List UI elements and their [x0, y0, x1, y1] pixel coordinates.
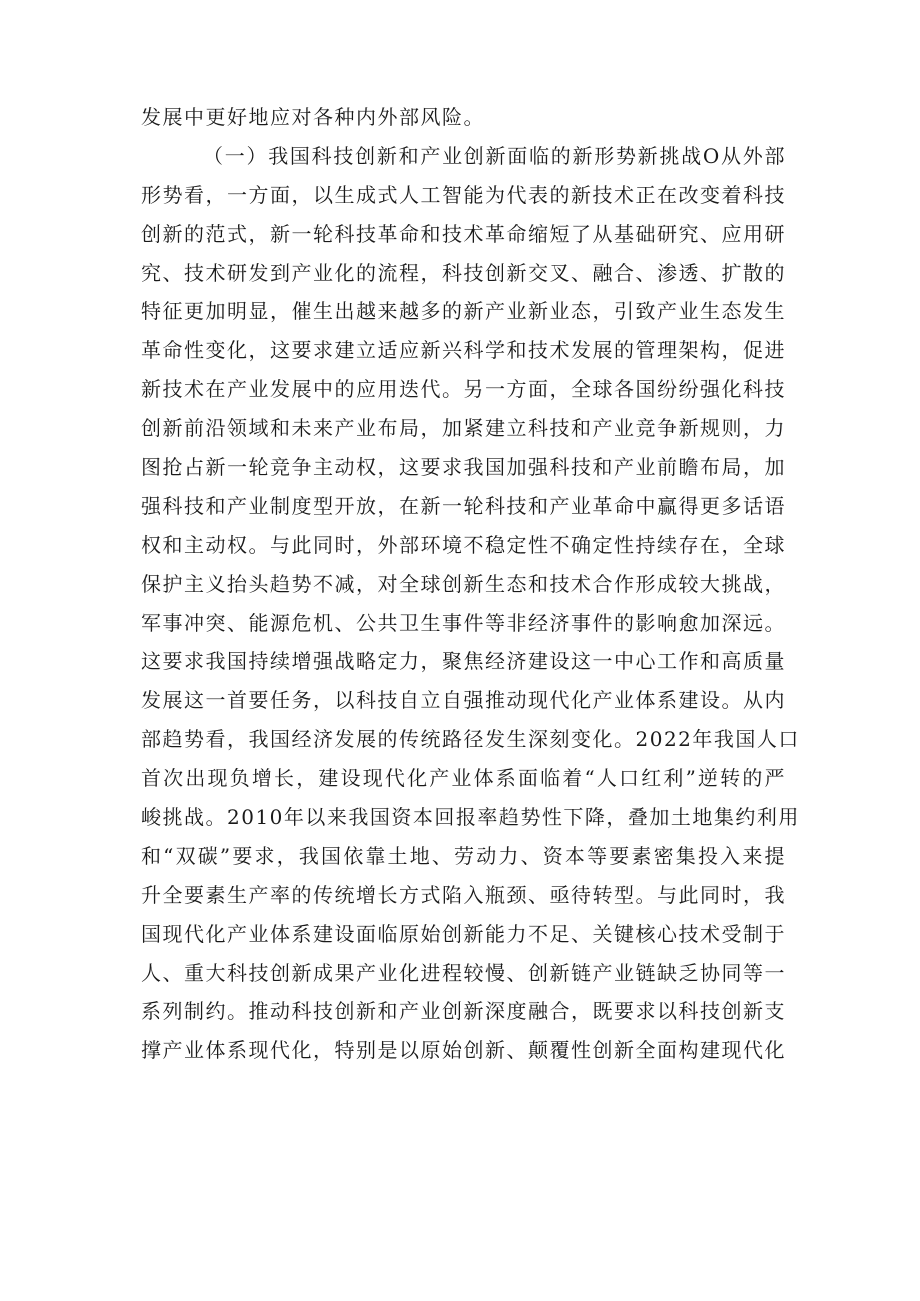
text-line: 发展这一首要任务，以科技自立自强推动现代化产业体系建设。从内 [141, 688, 786, 713]
text-line: 升全要素生产率的传统增长方式陷入瓶颈、亟待转型。与此同时，我 [141, 882, 786, 907]
text-line: 图抢占新一轮竞争主动权，这要求我国加强科技和产业前瞻布局，加 [141, 455, 786, 480]
section-heading-line: （一）我国科技创新和产业创新面临的新形势新挑战O从外部 [203, 143, 786, 168]
text-line: 究、技术研发到产业化的流程，科技创新交叉、融合、渗透、扩散的 [141, 260, 786, 285]
text-line: 创新前沿领域和未来产业布局，加紧建立科技和产业竞争新规则，力 [141, 416, 786, 441]
text-line: 权和主动权。与此同时，外部环境不稳定性不确定性持续存在，全球 [141, 532, 786, 557]
text-line: 保护主义抬头趋势不减，对全球创新生态和技术合作形成较大挑战， [141, 571, 786, 596]
text-line: 部趋势看，我国经济发展的传统路径发生深刻变化。2022年我国人口 [141, 727, 800, 752]
text-line: 这要求我国持续增强战略定力，聚焦经济建设这一中心工作和高质量 [141, 649, 786, 674]
text-line: 发展中更好地应对各种内外部风险。 [141, 105, 485, 129]
text-line: 创新的范式，新一轮科技革命和技术革命缩短了从基础研究、应用研 [141, 221, 786, 246]
text-line: 革命性变化，这要求建立适应新兴科学和技术发展的管理架构，促进 [141, 338, 786, 363]
text-line: 强科技和产业制度型开放，在新一轮科技和产业革命中赢得更多话语 [141, 493, 786, 518]
text-line: 峻挑战。2010年以来我国资本回报率趋势性下降，叠加土地集约利用 [141, 805, 800, 830]
document-body-text [141, 98, 800, 1070]
text-line: 人、重大科技创新成果产业化进程较慢、创新链产业链缺乏协同等一 [141, 960, 786, 985]
text-line: 国现代化产业体系建设面临原始创新能力不足、关键核心技术受制于 [141, 921, 786, 946]
text-line: 特征更加明显，催生出越来越多的新产业新业态，引致产业生态发生 [141, 299, 786, 324]
text-line: 新技术在产业发展中的应用迭代。另一方面，全球各国纷纷强化科技 [141, 377, 786, 402]
text-line: 和“双碳”要求，我国依靠土地、劳动力、资本等要素密集投入来提 [141, 843, 786, 868]
text-line: 军事冲突、能源危机、公共卫生事件等非经济事件的影响愈加深远。 [141, 610, 786, 635]
text-line: 首次出现负增长，建设现代化产业体系面临着“人口红利”逆转的严 [141, 766, 786, 791]
text-line: 系列制约。推动科技创新和产业创新深度融合，既要求以科技创新支 [141, 999, 786, 1024]
text-line: 形势看，一方面，以生成式人工智能为代表的新技术正在改变着科技 [141, 182, 786, 207]
text-line: 撑产业体系现代化，特别是以原始创新、颠覆性创新全面构建现代化 [141, 1038, 786, 1063]
